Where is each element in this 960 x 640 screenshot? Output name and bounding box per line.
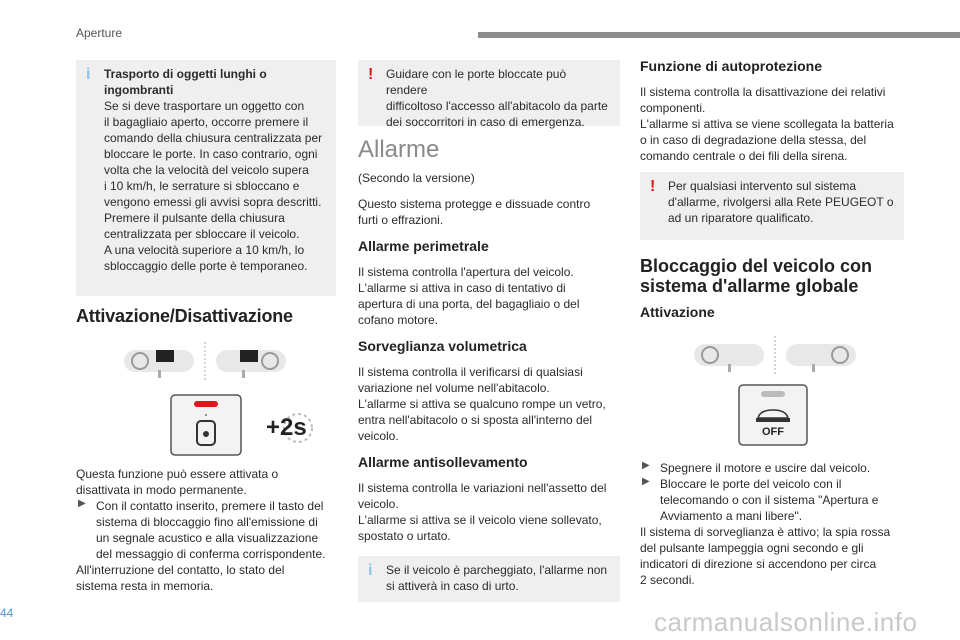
note-title: Trasporto di oggetti lunghi o ingombranti (104, 67, 267, 97)
heading-bloccaggio-veicolo: Bloccaggio del veicolo con sistema d'allarme globale (640, 256, 873, 296)
info-icon: i (368, 562, 373, 579)
warning-note-locked-doors: ! Guidare con le porte bloccate può rendere difficoltoso l'accesso all'abitacolo da parte dei soccorritori in caso di emergenza. (358, 60, 620, 126)
volumetrica-text: Il sistema controlla il verificarsi di qualsiasi variazione nel volume nell'abitacolo. L'allarme si attiva se qualcuno rompe un vetro, entra nell'abitacolo o si sposta all'interno del veicolo. (358, 365, 606, 443)
heading-allarme-antisollevamento: Allarme antisollevamento (358, 454, 528, 470)
info-icon: i (86, 66, 91, 83)
heading-sorveglianza-volumetrica: Sorveglianza volumetrica (358, 338, 527, 354)
bloccaggio-text: ▶ Spegnere il motore e uscire dal veicolo. ▶ Bloccare le porte del veicolo con il telecomando o con il sistema "Apertura e Avviamento a mani libere". Il sistema di sorveglianza è attivo; la spia rossa del pulsante lampeggia ogni secondo e gli indicatori di direzione si accendono per circa 2 secondi. (640, 460, 904, 588)
heading-attivazione: Attivazione (640, 304, 715, 320)
info-note-long-objects (76, 60, 336, 296)
alarm-intro: (Secondo la versione) Questo sistema protegge e dissuade contro furti o effrazioni. (358, 171, 591, 227)
activation-text: Questa funzione può essere attivata o disattivata in modo permanente. ▶ Con il contatto inserito, premere il tasto del sistema di bloccaggio fino all'emissione di un segnale acustico e alla visualizzazione del messaggio di conferma corrispondente. All'interruzione del contatto, lo stato del sistema resta in memoria. (76, 466, 336, 594)
arrow-bullet-icon: ▶ (642, 460, 650, 471)
section-label: Aperture (76, 26, 123, 40)
warning-note-peugeot: ! Per qualsiasi intervento sul sistema d'allarme, rivolgersi alla Rete PEUGEOT o ad un riparatore qualificato. (640, 172, 904, 240)
antisollevamento-text: Il sistema controlla le variazioni nell'assetto del veicolo. L'allarme si attiva se il veicolo viene sollevato, spostato o urtato. (358, 481, 607, 543)
header-rule (478, 32, 960, 38)
list-item: ▶ Spegnere il motore e uscire dal veicolo. (642, 460, 871, 475)
warning-icon: ! (368, 66, 374, 83)
steering-wheel-illustration (120, 340, 290, 382)
info-note-parked: i Se il veicolo è parcheggiato, l'allarme non si attiverà in caso di urto. (358, 556, 620, 602)
timer-2s-icon: +2s (266, 410, 314, 446)
lock-button-icon (170, 394, 242, 456)
heading-funzione-autoprotezione: Funzione di autoprotezione (640, 58, 822, 74)
warning-icon: ! (650, 178, 656, 195)
page-number: 44 (0, 606, 14, 620)
autoprotezione-text: Il sistema controlla la disattivazione dei relativi componenti. L'allarme si attiva se viene scollegata la batteria o in caso di degradazione della stessa, del comando centrale o dei fili della sirena. (640, 85, 894, 163)
arrow-bullet-icon: ▶ (78, 498, 86, 509)
list-item: ▶ Con il contatto inserito, premere il tasto del sistema di bloccaggio fino all'emissione di un segnale acustico e alla visualizzazione del messaggio di conferma corrispondente. (78, 498, 326, 561)
heading-allarme-perimetrale: Allarme perimetrale (358, 238, 489, 254)
perimetrale-text: Il sistema controlla l'apertura del veicolo. L'allarme si attiva in caso di tentativo di apertura di una porta, del bagagliaio o del cofano motore. (358, 265, 580, 327)
steering-wheel-illustration (690, 334, 860, 376)
title-allarme: Allarme (358, 136, 440, 163)
list-item: ▶ Bloccare le porte del veicolo con il telecomando o con il sistema "Apertura e Avviamento a mani libere". (642, 476, 879, 523)
watermark: carmanualsonline.info (654, 607, 918, 637)
alarm-off-button-icon: OFF (738, 384, 808, 446)
heading-attivazione-disattivazione: Attivazione/Disattivazione (76, 306, 293, 326)
note-body: Se si deve trasportare un oggetto con il bagagliaio aperto, occorre premere il comando della chiusura centralizzata per bloccare le porte. In caso contrario, ogni volta che la velocità del veicolo supera i 10 km/h, le serrature si sbloccano e vengono emessi gli avvisi sopra descritti. Premere il pulsante della chiusura centralizzata per sbloccare il veicolo. A una velocità superiore a 10 km/h, lo sbloccaggio delle porte è temporaneo. (104, 99, 323, 273)
arrow-bullet-icon: ▶ (642, 476, 650, 487)
